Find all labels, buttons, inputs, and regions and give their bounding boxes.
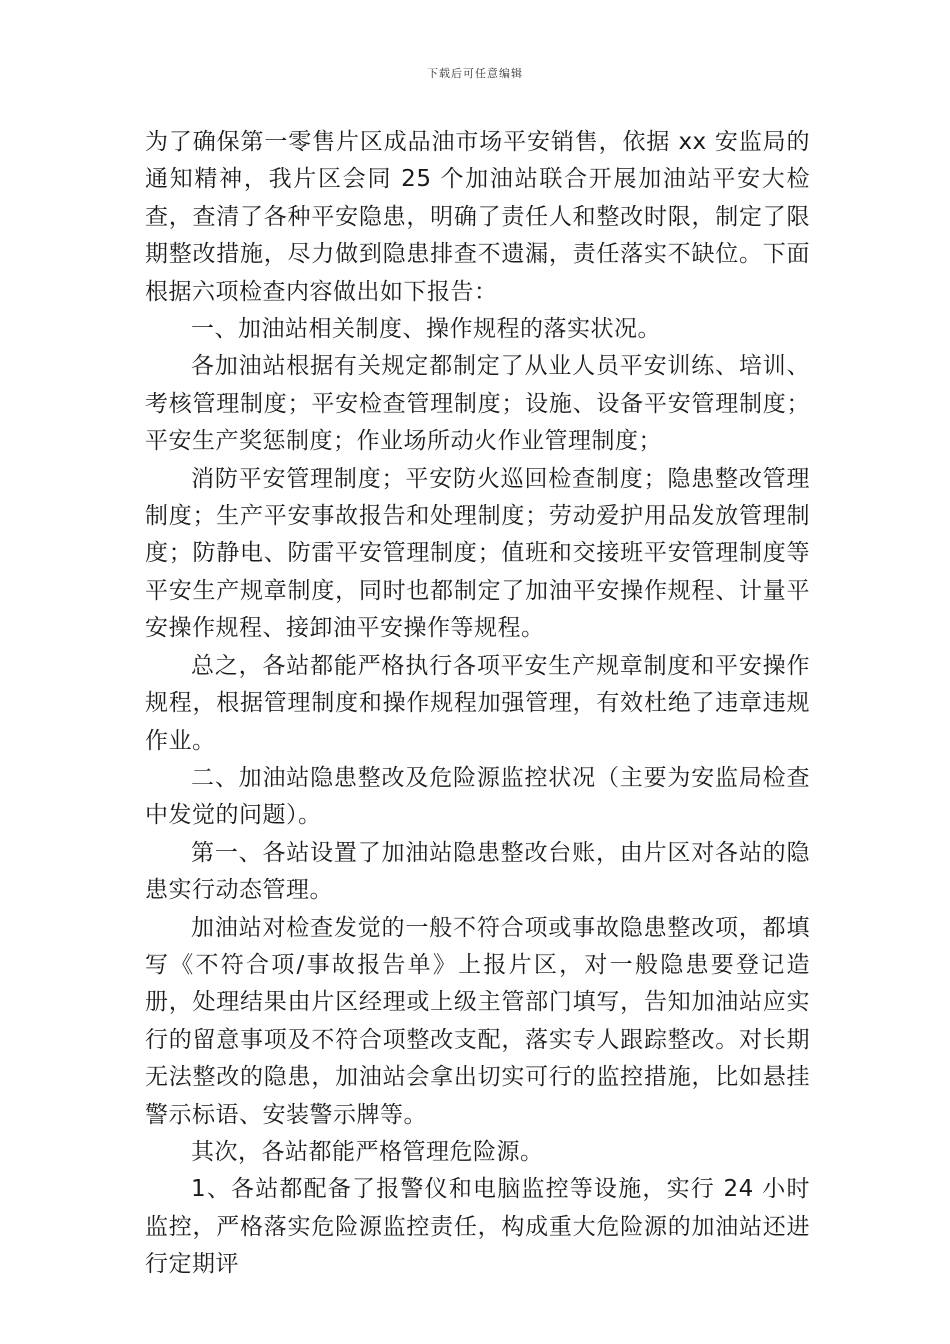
document-body xyxy=(145,124,810,1284)
paragraph: 总之，各站都能严格执行各项平安生产规章制度和平安操作规程，根据管理制度和操作规程加强管理，有效杜绝了违章违规作业。 xyxy=(145,652,810,754)
paragraph: 其次，各站都能严格管理危险源。 xyxy=(191,1138,544,1165)
page-header: 下载后可任意编辑 xyxy=(427,67,523,80)
paragraph: 第一、各站设置了加油站隐患整改台账，由片区对各站的隐患实行动态管理。 xyxy=(145,839,810,904)
section-heading-2: 二、加油站隐患整改及危险源监控状况（主要为安监局检查中发觉的问题）。 xyxy=(145,764,810,829)
paragraph: 1、各站都配备了报警仪和电脑监控等设施，实行 24 小时监控，严格落实危险源监控责任，构成重大危险源的加油站还进行定期评 xyxy=(145,1176,810,1278)
section-heading-1: 一、加油站相关制度、操作规程的落实状况。 xyxy=(191,316,661,343)
paragraph: 各加油站根据有关规定都制定了从业人员平安训练、培训、考核管理制度；平安检查管理制度；设施、设备平安管理制度；平安生产奖惩制度；作业场所动火作业管理制度； xyxy=(145,353,810,455)
paragraph: 消防平安管理制度；平安防火巡回检查制度；隐患整改管理制度；生产平安事故报告和处理制度；劳动爱护用品发放管理制度；防静电、防雷平安管理制度；值班和交接班平安管理制度等平安生产规章制度，同时也都制定了加油平安操作规程、计量平安操作规程、接卸油平安操作等规程。 xyxy=(145,465,810,642)
paragraph: 加油站对检查发觉的一般不符合项或事故隐患整改项，都填写《不符合项/事故报告单》上报片区，对一般隐患要登记造册，处理结果由片区经理或上级主管部门填写，告知加油站应实行的留意事项及不符合项整改支配，落实专人跟踪整改。对长期无法整改的隐患，加油站会拿出切实可行的监控措施，比如悬挂警示标语、安装警示牌等。 xyxy=(145,914,810,1128)
paragraph-intro: 为了确保第一零售片区成品油市场平安销售，依据 xx 安监局的通知精神，我片区会同 25 个加油站联合开展加油站平安大检查，查清了各种平安隐患，明确了责任人和整改时限，制定了限期整改措施，尽力做到隐患排查不遗漏，责任落实不缺位。下面根据六项检查内容做出如下报告： xyxy=(145,129,810,305)
